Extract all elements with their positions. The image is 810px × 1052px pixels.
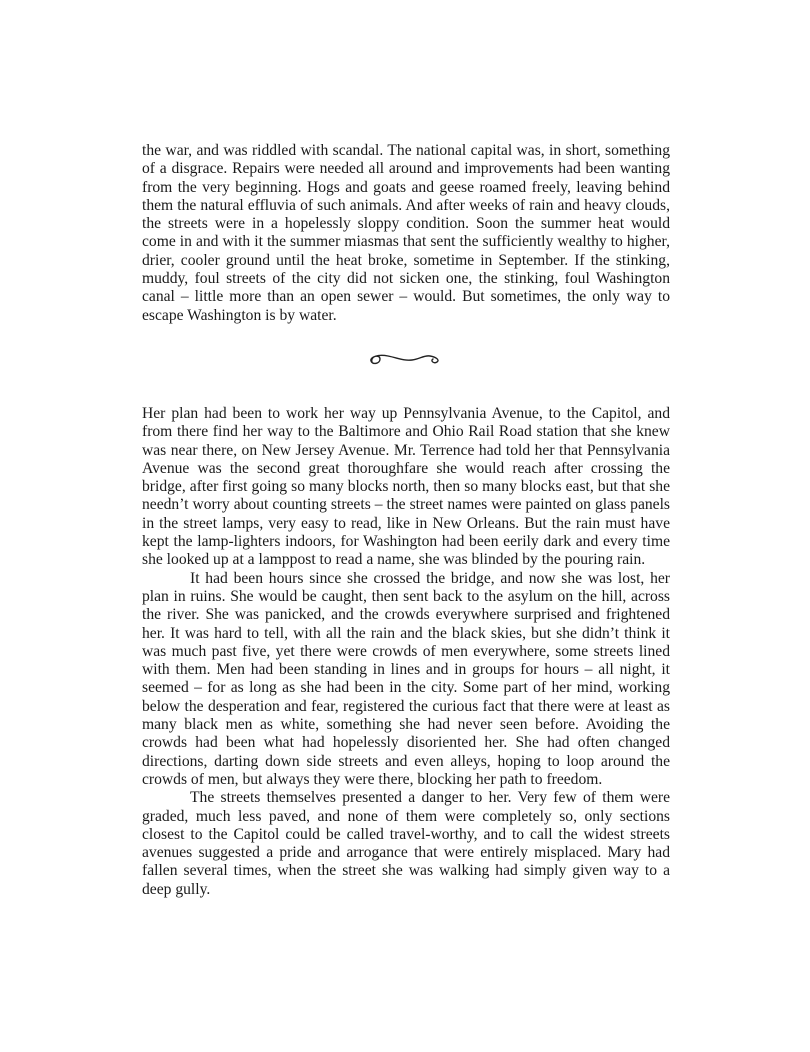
paragraph: Her plan had been to work her way up Pennsylvania Avenue, to the Capitol, and from there find her way to the Baltimore and Ohio Rail Road station that she knew was near there, on New Jersey Avenue. Mr. Terrence had told her that Pennsylvania Avenue was the second great thoroughfare she would reach after crossing the bridge, after first going so many blocks north, then so many blocks east, but that she needn’t worry about counting streets – the street names were painted on glass panels in the street lamps, very easy to read, like in New Orleans. But the rain must have kept the lamp-lighters indoors, for Washington had been eerily dark and every time she looked up at a lamppost to read a name, she was blinded by the pouring rain.: [142, 405, 670, 569]
bottom-text-block: [142, 405, 670, 899]
flourish-ornament-icon: [366, 348, 446, 370]
paragraph: The streets themselves presented a danger to her. Very few of them were graded, much less paved, and none of them were completely so, only sections closest to the Capitol could be called travel-worthy, and to call the widest streets avenues suggested a pride and arrogance that were entirely misplaced. Mary had fallen several times, when the street she was walking had simply given way to a deep gully.: [142, 789, 670, 898]
top-text-block: [142, 142, 670, 325]
paragraph: It had been hours since she crossed the bridge, and now she was lost, her plan in ruins. She would be caught, then sent back to the asylum on the hill, across the river. She was panicked, and the crowds everywhere surprised and frightened her. It was hard to tell, with all the rain and the black skies, but she didn’t think it was much past five, yet there were crowds of men everywhere, some streets lined with them. Men had been standing in lines and in groups for hours – all night, it seemed – for as long as she had been in the city. Some part of her mind, working below the desperation and fear, registered the curious fact that there were at least as many black men as white, something she had never seen before. Avoiding the crowds had been what had hopelessly disoriented her. She had often changed directions, darting down side streets and even alleys, hoping to loop around the crowds of men, but always they were there, blocking her path to freedom.: [142, 569, 670, 788]
paragraph-continuation: the war, and was riddled with scandal. The national capital was, in short, something of a disgrace. Repairs were needed all around and improvements had been wanting from the very beginning. Hogs and goats and geese roamed freely, leaving behind them the natural effluvia of such animals. And after weeks of rain and heavy clouds, the streets were in a hopelessly sloppy condition. Soon the summer heat would come in and with it the summer miasmas that sent the sufficiently wealthy to higher, drier, cooler ground until the heat broke, sometime in September. If the stinking, muddy, foul streets of the city did not sicken one, the stinking, foul Washington canal – little more than an open sewer – would. But sometimes, the only way to escape Washington is by water.: [142, 142, 670, 324]
